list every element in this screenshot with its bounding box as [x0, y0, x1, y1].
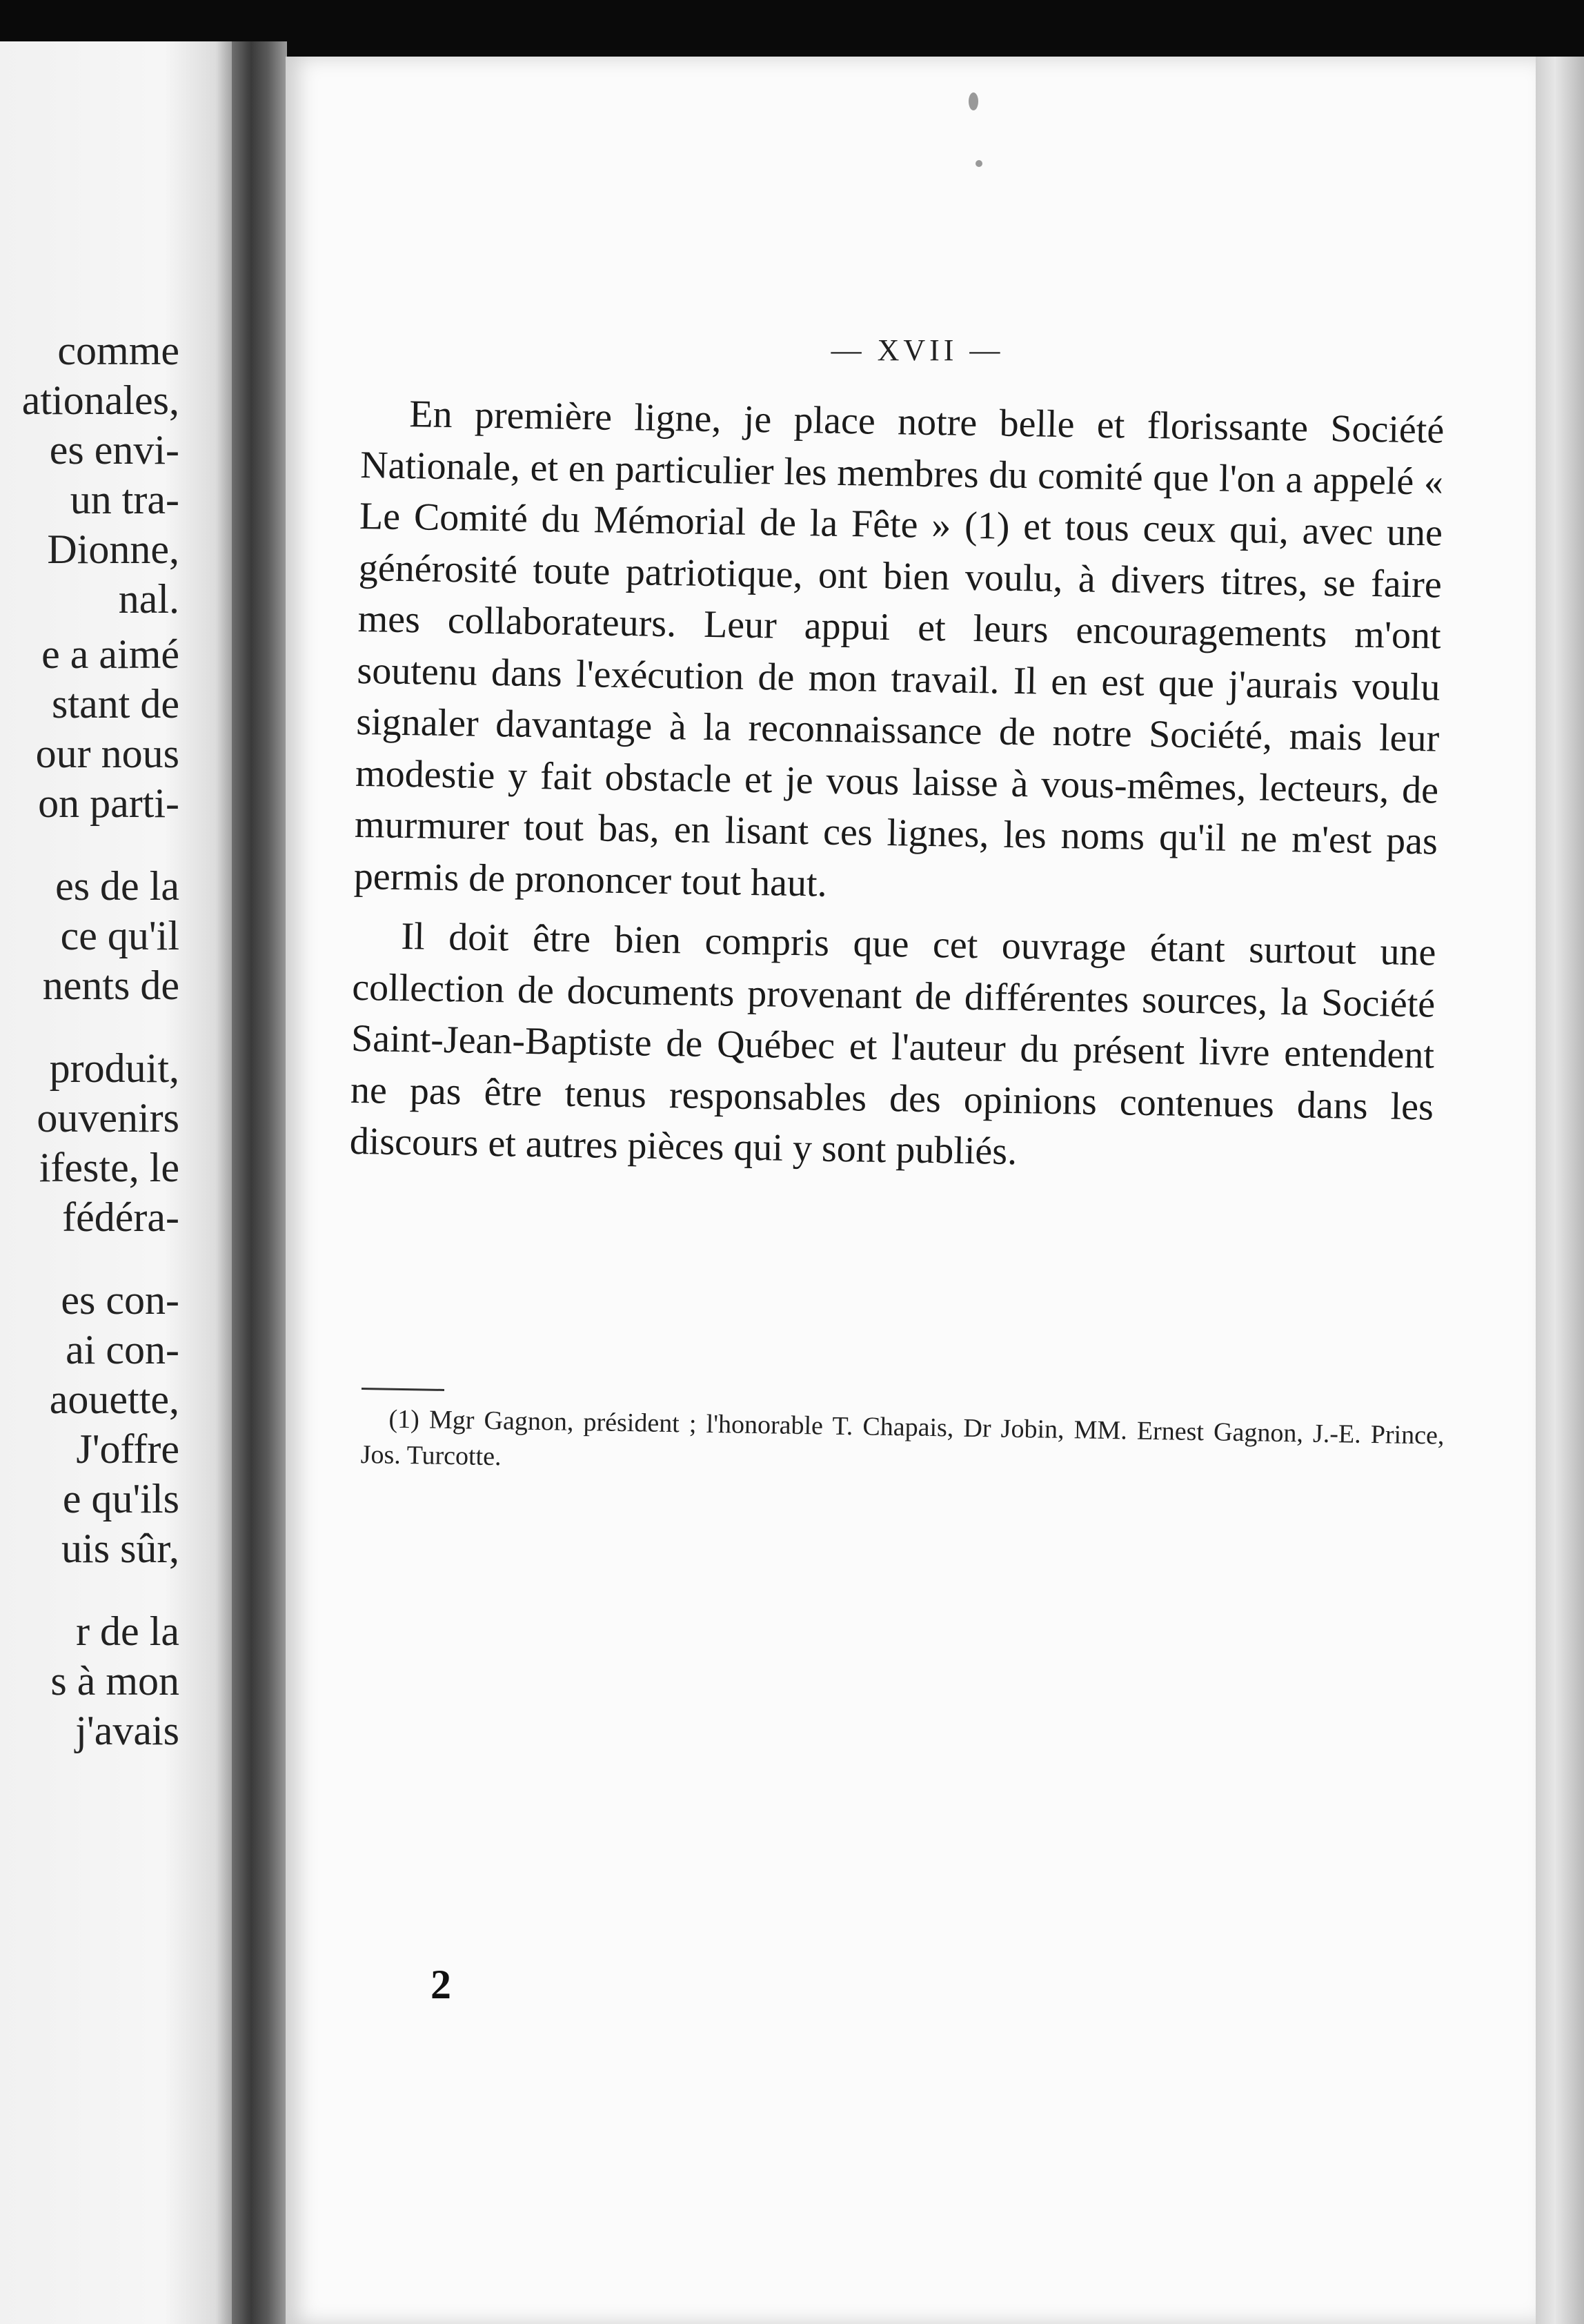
paper-speck — [969, 92, 978, 110]
left-page-line: ationales, — [21, 377, 179, 423]
left-page-line: uis sûr, — [61, 1526, 179, 1571]
left-page-line: Dionne, — [47, 526, 179, 572]
left-page-line: r de la — [76, 1608, 179, 1654]
left-page-line: stant de — [52, 681, 179, 727]
left-page-line: nal. — [118, 576, 179, 622]
left-page-line: comme — [57, 328, 179, 373]
left-page-line: e qu'ils — [62, 1476, 179, 1522]
page-number-roman: — XVII — — [831, 333, 1004, 367]
paragraph: Il doit être bien compris que cet ouvrage étant surtout une collection de documents provenant de différentes sources, la Société Saint-Jean-Baptiste de Québec et l'auteur du présent livre entendent ne pas être tenus responsables des opinions contenues dans les discours et autres pièces qui y sont publiés. — [349, 915, 1436, 1174]
left-page-line: un tra- — [70, 477, 179, 522]
paper-speck — [976, 160, 982, 167]
left-page-line: es envi- — [49, 427, 179, 473]
left-page-line: e a aimé — [41, 631, 179, 677]
left-page-line: our nous — [35, 731, 179, 776]
body-text — [349, 388, 1445, 1184]
footnote-rule — [362, 1388, 444, 1391]
left-page-line: j'avais — [75, 1708, 179, 1753]
main-page — [286, 57, 1536, 2324]
signature-mark: 2 — [430, 1962, 451, 2007]
left-page-line: aouette, — [49, 1377, 179, 1422]
left-page-line: ai con- — [66, 1327, 179, 1372]
footnote: (1) Mgr Gagnon, président ; l'honorable T. Chapais, Dr Jobin, MM. Ernest Gagnon, J.-E. Prince, Jos. Turcotte. — [360, 1404, 1445, 1472]
paragraph: En première ligne, je place notre belle et florissante Société Nationale, et en particulier les membres du comité que l'on a appelé « Le Comité du Mémorial de la Fête » (1) et tous ceux qui, avec une générosité toute patriotique, ont bien voulu, à divers titres, se faire mes collaborateurs. Leur appui et leurs encouragements m'ont soutenu dans l'exécution de mon travail. Il en est que j'aurais voulu signaler davantage à la reconnaissance de notre Société, mais leur modestie y fait obstacle et je vous laisse à vous-mêmes, lecteurs, de murmurer tout bas, en lisant ces lignes, les noms qu'il ne m'est pas permis de prononcer tout haut. — [353, 393, 1445, 905]
left-page-line: fédéra- — [62, 1194, 179, 1240]
left-page-line: es con- — [61, 1277, 179, 1323]
left-page-line: es de la — [55, 863, 179, 909]
left-page-line: J'offre — [76, 1426, 179, 1472]
left-page-line: on parti- — [38, 780, 179, 826]
running-head — [286, 333, 1536, 368]
left-facing-page — [0, 41, 235, 2324]
left-page-line: ifeste, le — [39, 1145, 179, 1190]
book-gutter — [232, 41, 287, 2324]
left-page-line: s à mon — [50, 1658, 179, 1704]
page-edge — [1536, 57, 1584, 2324]
left-page-line: ce qu'il — [60, 913, 179, 958]
left-page-line: produit, — [49, 1045, 179, 1091]
left-page-line: ouvenirs — [37, 1095, 179, 1141]
left-page-line: nents de — [42, 963, 179, 1008]
